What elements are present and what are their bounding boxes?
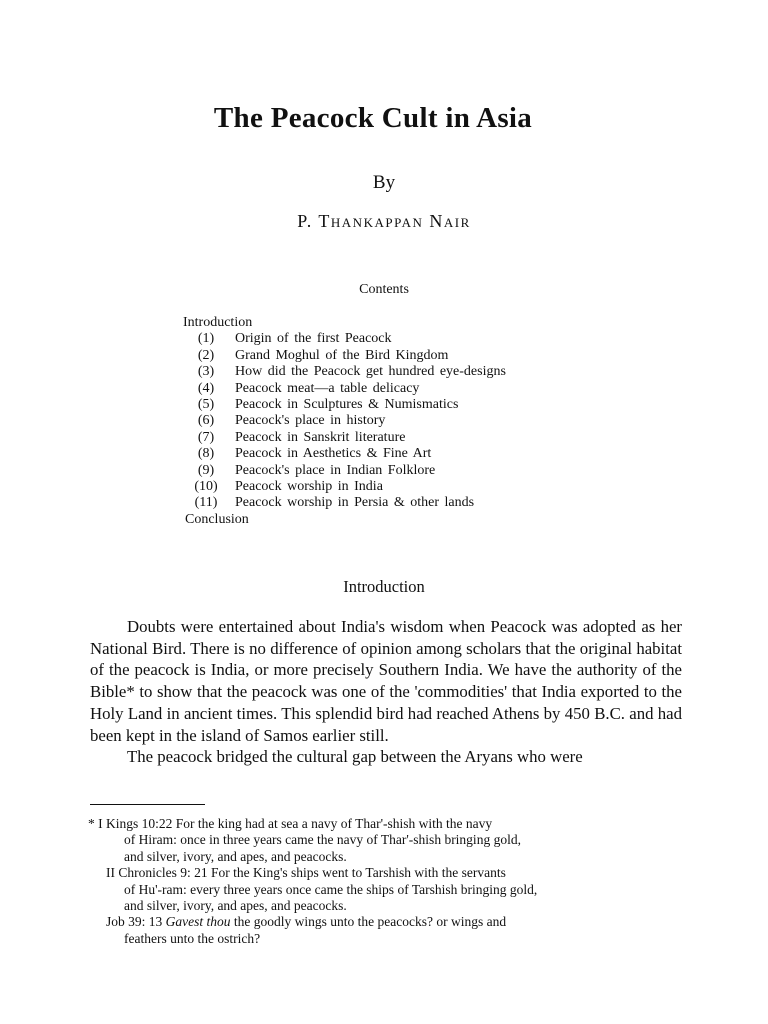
paragraph: The peacock bridged the cultural gap between the Aryans who were	[127, 747, 583, 767]
byline: By	[372, 172, 396, 193]
toc-item	[183, 397, 643, 413]
toc-item-title: Peacock meat—a table delicacy	[235, 380, 420, 396]
toc-item-title: Peacock's place in Indian Folklore	[235, 462, 436, 478]
footnote-line	[88, 931, 682, 947]
footnote-line	[88, 865, 682, 881]
toc-item-title: Grand Moghul of the Bird Kingdom	[235, 347, 449, 363]
footnote-text: and silver, ivory, and apes, and peacocks.	[124, 897, 347, 913]
toc-item	[183, 446, 643, 462]
toc-items	[183, 331, 643, 511]
footnote-text: II Chronicles 9: 21 For the King's ships went to Tarshish with the servants	[106, 865, 506, 881]
body-text	[90, 616, 682, 768]
toc-item-number: (9)	[197, 462, 215, 478]
toc-introduction-label: Introduction	[183, 315, 253, 330]
toc-introduction	[183, 315, 643, 331]
footnote-line	[88, 914, 682, 930]
toc-item-number: (2)	[197, 347, 215, 363]
author-name: P. Thankappan Nair	[297, 211, 471, 231]
footnote-text: Job 39: 13 Gavest thou the goodly wings unto the peacocks? or wings and	[106, 914, 507, 930]
toc-item-title: Peacock in Sanskrit literature	[235, 429, 406, 445]
footnote-rule	[90, 804, 205, 805]
toc-item-title: Peacock in Aesthetics & Fine Art	[235, 446, 432, 462]
footnote-line	[88, 898, 682, 914]
section-heading: Introduction	[343, 577, 425, 596]
paragraph: Doubts were entertained about India's wisdom when Peacock was adopted as her National Bird. There is no difference of opinion among scholars that the original habitat of the peacock is India, or more precisely Southern India. We have the authority of the Bible* to show that the peacock was one of the 'commodities' that India exported to the Holy Land in ancient times. This splendid bird had reached Athens by 450 B.C. and had been kept in the island of Samos earlier still.	[90, 617, 682, 745]
toc-item-title: Peacock's place in history	[235, 413, 386, 429]
toc-item	[183, 364, 643, 380]
table-of-contents	[183, 315, 643, 528]
toc-item-number: (11)	[194, 495, 218, 511]
toc-item-title: Peacock worship in Persia & other lands	[235, 495, 475, 511]
toc-item	[183, 413, 643, 429]
toc-item-title: Origin of the first Peacock	[235, 331, 392, 347]
footnote-text: feathers unto the ostrich?	[124, 930, 261, 946]
footnote-text: and silver, ivory, and apes, and peacocks.	[124, 848, 347, 864]
toc-item-title: How did the Peacock get hundred eye-designs	[235, 364, 506, 380]
toc-item	[183, 479, 643, 495]
toc-item-number: (6)	[197, 413, 215, 429]
toc-item	[183, 331, 643, 347]
footnote-text: * I Kings 10:22 For the king had at sea a navy of Thar'-shish with the navy	[88, 816, 493, 831]
footnote-text: of Hu'-ram: every three years once came the ships of Tarshish bringing gold,	[124, 881, 538, 897]
toc-item	[183, 430, 643, 446]
toc-item-number: (10)	[194, 478, 218, 494]
article-title: The Peacock Cult in Asia	[213, 102, 533, 134]
footnote-line	[88, 882, 682, 898]
toc-item-number: (3)	[197, 364, 215, 380]
toc-item-number: (7)	[197, 429, 215, 445]
toc-item-title: Peacock worship in India	[235, 478, 383, 494]
footnote-line	[88, 849, 682, 865]
footnote-text: of Hiram: once in three years came the navy of Thar'-shish bringing gold,	[124, 832, 521, 848]
toc-item-number: (5)	[197, 396, 215, 412]
footnote-line	[88, 832, 682, 848]
toc-item	[183, 348, 643, 364]
contents-heading: Contents	[359, 282, 409, 297]
toc-item-number: (4)	[197, 380, 215, 396]
toc-item	[183, 495, 643, 511]
toc-item	[183, 381, 643, 397]
toc-conclusion	[183, 512, 643, 528]
toc-item-number: (1)	[197, 331, 215, 347]
toc-conclusion-label: Conclusion	[185, 511, 249, 527]
toc-item-number: (8)	[197, 446, 215, 462]
footnote-line	[88, 816, 682, 832]
toc-item	[183, 463, 643, 479]
footnotes	[88, 816, 682, 947]
toc-item-title: Peacock in Sculptures & Numismatics	[235, 396, 459, 412]
